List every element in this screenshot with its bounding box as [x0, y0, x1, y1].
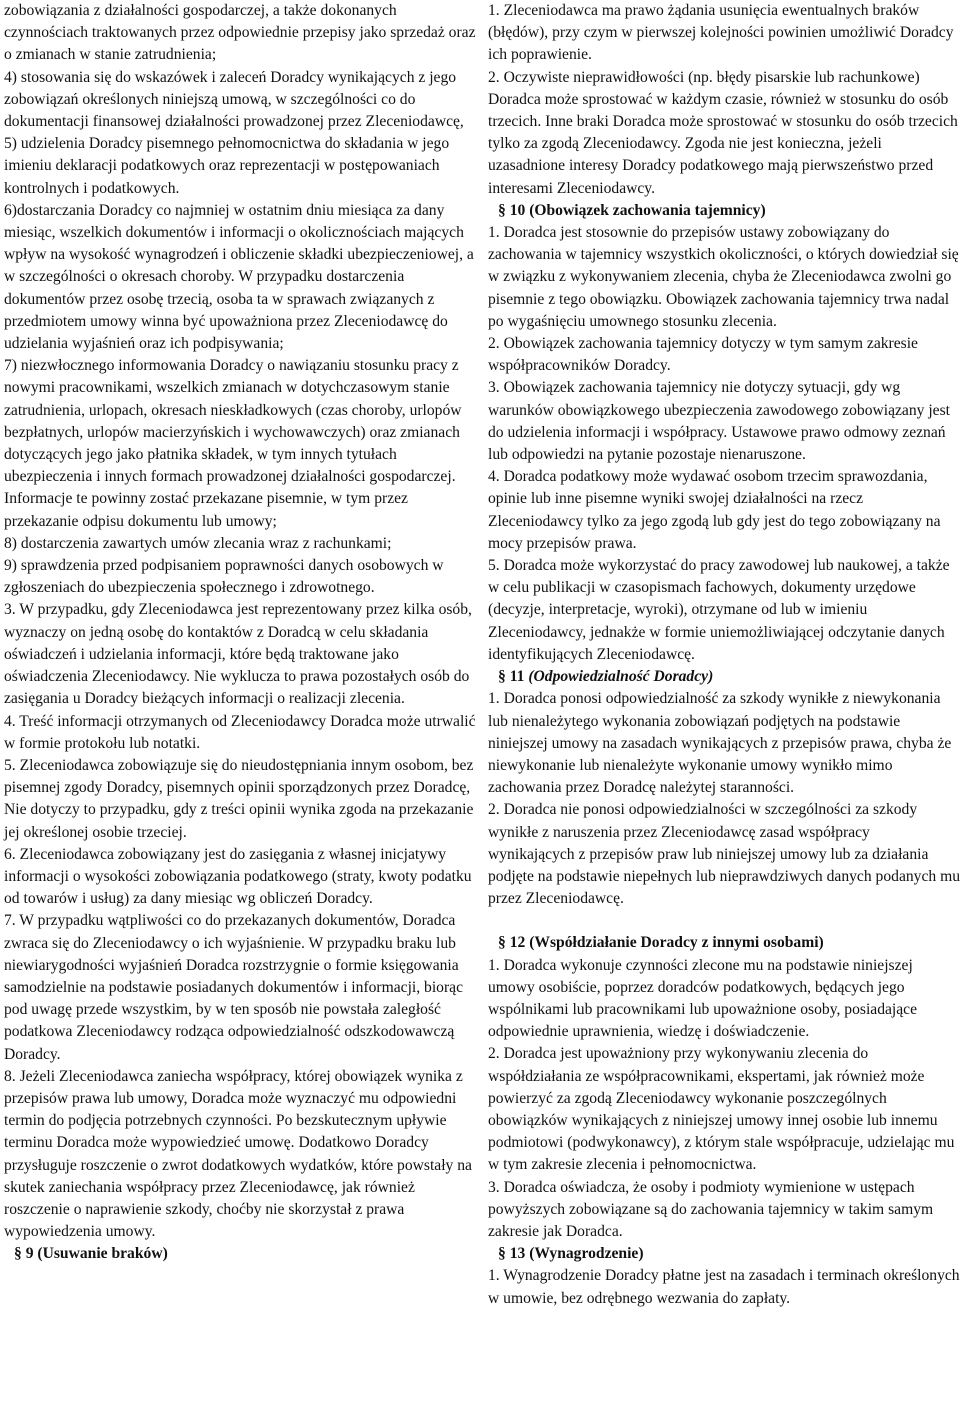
paragraph: 4. Treść informacji otrzymanych od Zleceniodawcy Doradca może utrwalić w formie protokołu lub notatki.: [4, 712, 476, 752]
paragraph: 5. Zleceniodawca zobowiązuje się do nieudostępniania innym osobom, bez pisemnej zgody Doradcy, pisemnych opinii sporządzonych przez Doradcę, Nie dotyczy to przypadku, gdy z treści opinii wynika zgoda na przekazanie jej określonej osobie trzeciej.: [4, 756, 474, 841]
paragraph: 6. Zleceniodawca zobowiązany jest do zasięgania z własnej inicjatywy informacji o wysokości zobowiązania podatkowego (straty, kwoty podatku od towarów i usług) za dany miesiąc wg obliczeń Doradcy.: [4, 845, 472, 908]
paragraph: 3. Obowiązek zachowania tajemnicy nie dotyczy sytuacji, gdy wg warunków obowiązkowego ubezpieczenia zawodowego zobowiązany jest do udzielenia informacji i współpracy. Ustawowe prawo odmowy zeznań lub odpowiedzi na pytanie pozostaje nienaruszone.: [488, 379, 951, 464]
left-column: [4, 0, 476, 1266]
section-heading: [488, 932, 960, 954]
section-heading: [488, 666, 960, 688]
section-heading: [4, 1243, 476, 1265]
paragraph: 2. Doradca nie ponosi odpowiedzialności w szczególności za szkody wynikłe z naruszenia przez Zleceniodawcę zasad współpracy wynikających z przepisów praw lub niniejszej umowy lub za działania podjęte na podstawie niepełnych lub nieprawdziwych danych podanych mu przez Zleceniodawcę.: [488, 801, 960, 908]
paragraph: 3. Doradca oświadcza, że osoby i podmioty wymienione w ustępach powyższych zobowiązane są do zachowania tajemnicy w takim samym zakresie jak Doradca.: [488, 1178, 934, 1240]
section-heading: [488, 200, 960, 222]
paragraph: 2. Obowiązek zachowania tajemnicy dotyczy w tym samym zakresie współpracowników Doradcy.: [488, 335, 918, 375]
paragraph: 1. Doradca wykonuje czynności zlecone mu na podstawie niniejszej umowy osobiście, poprzez doradców podatkowych, będących jego wspólnikami lub pracownikami lub upoważnione osoby, posiadające odpowiednie uprawnienia, wiedzę i doświadczenie.: [488, 956, 918, 1041]
paragraph: 1. Doradca jest stosownie do przepisów ustawy zobowiązany do zachowania w tajemnicy wszystkich okoliczności, o których dowiedział się w związku z wykonywaniem zlecenia, chyba że Zleceniodawca zwolni go pisemnie z tego obowiązku. Obowiązek zachowania tajemnicy trwa nadal po wygaśnięciu umownego stosunku zlecenia.: [488, 224, 959, 330]
right-column: [488, 0, 960, 1310]
section-number: § 13: [498, 1245, 530, 1263]
paragraph: 7) niezwłocznego informowania Doradcy o nawiązaniu stosunku pracy z nowymi pracownikami, wszelkich zmianach w dotychczasowym stanie zatrudnienia, urlopach, okresach nieskładkowych (czas choroby, urlopów bezpłatnych, urlopów macierzyńskich i wychowawczych) oraz zmianach dotyczących jego jako płatnika składek, w tym innych tytułach ubezpieczenia i innych formach prowadzonej działalności gospodarczej. Informacje te powinny zostać przekazane pisemnie, w tym przez przekazanie odpisu dokumentu lub umowy;: [4, 357, 462, 530]
section-title: (Odpowiedzialność Doradcy): [528, 668, 714, 686]
paragraph: 2. Doradca jest upoważniony przy wykonywaniu zlecenia do współdziałania ze współpracownikami, ekspertami, jak również może powierzyć za zgodą Zleceniodawcy wykonanie poszczególnych obowiązków wynikających z niniejszej umowy innej osobie lub innemu podmiotowi (podwykonawcy), z którym stale współpracuje, udzielając mu w tym zakresie zlecenia i pełnomocnictwa.: [488, 1045, 955, 1174]
paragraph: 6)dostarczania Doradcy co najmniej w ostatnim dniu miesiąca za dany miesiąc, wszelkich dokumentów i informacji o okolicznościach mających wpływ na wysokość wynagrodzeń i obliczenie składki ubezpieczeniowej, a w szczególności o okresach choroby. W przypadku dostarczenia dokumentów przez osobę trzecią, osoba ta w sprawach związanych z przedmiotem umowy winna być upoważniona przez Zleceniodawcę do udzielania wyjaśnień oraz ich podpisywania;: [4, 201, 474, 353]
paragraph: 8) dostarczenia zawartych umów zlecania wraz z rachunkami;: [4, 534, 392, 552]
section-title: (Usuwanie braków): [37, 1245, 168, 1263]
paragraph: 1. Wynagrodzenie Doradcy płatne jest na zasadach i terminach określonych w umowie, bez odrębnego wezwania do zapłaty.: [488, 1267, 960, 1307]
paragraph: 4. Doradca podatkowy może wydawać osobom trzecim sprawozdania, opinie lub inne pisemne wyniki swojej działalności na rzecz Zleceniodawcy tylko za jego zgodą lub gdy jest do tego zobowiązany na mocy przepisów prawa.: [488, 468, 941, 552]
paragraph: 7. W przypadku wątpliwości co do przekazanych dokumentów, Doradca zwraca się do Zleceniodawcy o ich wyjaśnienie. W przypadku braku lub niewiarygodności wyjaśnień Doradca rozstrzygnie o formie księgowania samodzielnie na podstawie posiadanych dokumentów i informacji, biorąc pod uwagę przede wszystkim, by w ten sposób nie powstała zaległość podatkowa Zleceniodawcy rodząca odpowiedzialność odszkodowawczą Doradcy.: [4, 912, 464, 1063]
section-title: (Obowiązek zachowania tajemnicy): [529, 201, 766, 219]
paragraph: 4) stosowania się do wskazówek i zaleceń Doradcy wynikających z jego zobowiązań określonych niniejszą umową, w szczególności co do dokumentacji finansowej działalności prowadzonej przez Zleceniodawcę,: [4, 68, 464, 131]
section-number: § 10: [498, 201, 530, 219]
paragraph: 9) sprawdzenia przed podpisaniem poprawności danych osobowych w zgłoszeniach do ubezpieczenia społecznego i zdrowotnego.: [4, 557, 444, 597]
paragraph: 3. W przypadku, gdy Zleceniodawca jest reprezentowany przez kilka osób, wyznaczy on jedną osobę do kontaktów z Doradcą w celu składania oświadczeń i udzielania informacji, które będą traktowane jako oświadczenia Zleceniodawcy. Nie wyklucza to prawa pozostałych osób do zasięgania u Doradcy bieżących informacji o realizacji zlecenia.: [4, 601, 472, 708]
paragraph: 5. Doradca może wykorzystać do pracy zawodowej lub naukowej, a także w celu publikacji w czasopismach fachowych, dokumenty urzędowe (decyzje, interpretacje, wyroki), otrzymane od lub w imieniu Zleceniodawcy, jednakże w formie uniemożliwiającej odczytanie danych identyfikujących Zleceniodawcę.: [488, 557, 950, 663]
paragraph: zobowiązania z działalności gospodarczej, a także dokonanych czynnościach traktowanych przez odpowiednie przepisy jako sprzedaż oraz o zmianach w stanie zatrudnienia;: [4, 2, 476, 64]
section-title: (Wynagrodzenie): [529, 1245, 644, 1263]
paragraph: 1. Zleceniodawca ma prawo żądania usunięcia ewentualnych braków (błędów), przy czym w pierwszej kolejności powinien umożliwić Doradcy ich poprawienie.: [488, 2, 954, 64]
section-heading: [488, 1243, 960, 1265]
section-number: § 11: [498, 668, 529, 686]
paragraph: 1. Doradca ponosi odpowiedzialność za szkody wynikłe z niewykonania lub nienależytego wykonania zobowiązań podjętych na podstawie niniejszej umowy na zasadach wynikających z przepisów prawa, chyba że niewykonanie lub nienależyte wykonanie umowy wynikło mimo zachowania przez Doradcę należytej staranności.: [488, 690, 952, 797]
paragraph: 5) udzielenia Doradcy pisemnego pełnomocnictwa do składania w jego imieniu deklaracji podatkowych oraz reprezentacji w postępowaniach kontrolnych i podatkowych.: [4, 135, 450, 197]
paragraph: 8. Jeżeli Zleceniodawca zaniecha współpracy, której obowiązek wynika z przepisów prawa lub umowy, Doradca może wyznaczyć mu odpowiedni termin do podjęcia potrzebnych czynności. Po bezskutecznym upływie terminu Doradca może wypowiedzieć umowę. Dodatkowo Doradcy przysługuje roszczenie o zwrot dodatkowych wydatków, które powstały na skutek zaniechania współpracy przez Zleceniodawcę, jak również roszczenie o naprawienie szkody, choćby nie skorzystał z prawa wypowiedzenia umowy.: [4, 1067, 472, 1241]
blank-line: [488, 910, 960, 932]
section-number: § 9: [14, 1245, 38, 1263]
section-title: (Współdziałanie Doradcy z innymi osobami): [529, 934, 824, 952]
section-number: § 12: [498, 934, 530, 952]
paragraph: 2. Oczywiste nieprawidłowości (np. błędy pisarskie lub rachunkowe) Doradca może sprostować w każdym czasie, również w stosunku do osób trzecich. Inne braki Doradca może sprostować w stosunku do osób trzecich tylko za zgodą Zleceniodawcy. Zgoda nie jest konieczna, jeżeli uzasadnione interesy Doradcy podatkowego mają pierwszeństwo przed interesami Zleceniodawcy.: [488, 68, 958, 197]
